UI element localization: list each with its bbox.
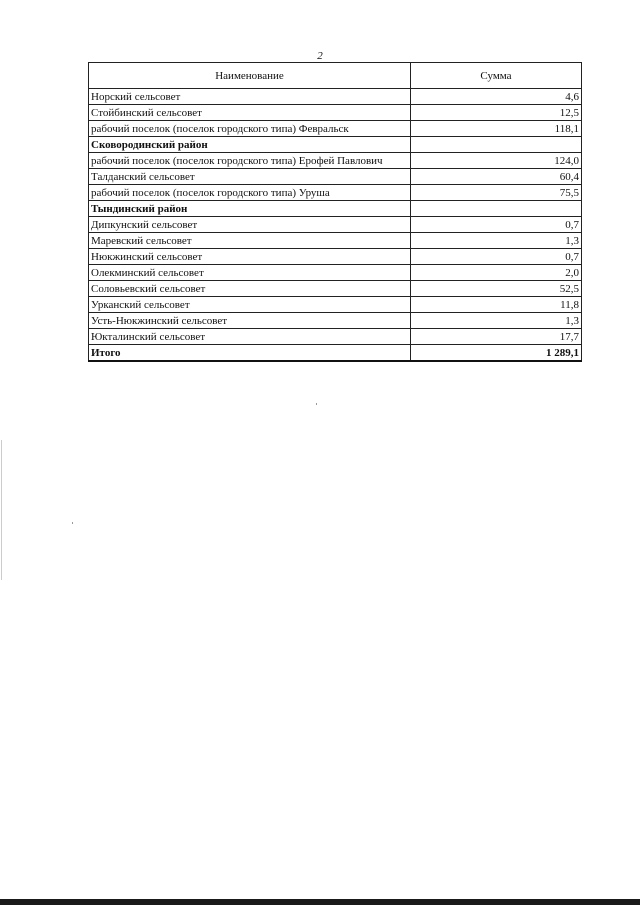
scan-speck	[1, 440, 2, 580]
table-row	[89, 105, 582, 121]
row-sum: 0,7	[411, 217, 582, 233]
row-name: Маревский сельсовет	[89, 233, 411, 249]
table-row	[89, 281, 582, 297]
table-row	[89, 297, 582, 313]
row-sum: 4,6	[411, 89, 582, 105]
row-sum	[411, 137, 582, 153]
table-row	[89, 89, 582, 105]
row-name: Олекминский сельсовет	[89, 265, 411, 281]
row-name: Урканский сельсовет	[89, 297, 411, 313]
column-header-name: Наименование	[89, 63, 411, 89]
total-sum: 1 289,1	[411, 345, 582, 362]
total-label: Итого	[89, 345, 411, 362]
row-sum: 2,0	[411, 265, 582, 281]
row-sum: 0,7	[411, 249, 582, 265]
row-sum: 1,3	[411, 233, 582, 249]
row-sum: 17,7	[411, 329, 582, 345]
row-name: рабочий поселок (поселок городского типа) Февральск	[89, 121, 411, 137]
table-row	[89, 153, 582, 169]
row-sum: 12,5	[411, 105, 582, 121]
table-row	[89, 185, 582, 201]
row-sum: 1,3	[411, 313, 582, 329]
row-name: Соловьевский сельсовет	[89, 281, 411, 297]
table-row	[89, 249, 582, 265]
row-sum: 60,4	[411, 169, 582, 185]
scan-speck	[72, 522, 73, 524]
district-heading-row	[89, 137, 582, 153]
table-row	[89, 329, 582, 345]
row-name: Юкталинский сельсовет	[89, 329, 411, 345]
row-sum: 118,1	[411, 121, 582, 137]
row-name: Норский сельсовет	[89, 89, 411, 105]
table-row	[89, 313, 582, 329]
total-row	[89, 345, 582, 362]
table-body	[89, 89, 582, 362]
page-number: 2	[317, 50, 323, 62]
row-name: Нюкжинский сельсовет	[89, 249, 411, 265]
district-name: Тындинский район	[89, 201, 411, 217]
scan-speck	[316, 403, 317, 405]
row-sum: 75,5	[411, 185, 582, 201]
scan-edge-bar	[0, 899, 640, 905]
row-name: Усть-Нюкжинский сельсовет	[89, 313, 411, 329]
row-name: рабочий поселок (поселок городского типа) Ерофей Павлович	[89, 153, 411, 169]
table-row	[89, 233, 582, 249]
table-row	[89, 169, 582, 185]
district-name: Сковородинский район	[89, 137, 411, 153]
row-name: Дипкунский сельсовет	[89, 217, 411, 233]
table-row	[89, 265, 582, 281]
table-header	[89, 63, 582, 89]
district-heading-row	[89, 201, 582, 217]
row-sum: 11,8	[411, 297, 582, 313]
row-sum: 124,0	[411, 153, 582, 169]
table-row	[89, 217, 582, 233]
row-name: рабочий поселок (поселок городского типа) Уруша	[89, 185, 411, 201]
table-row	[89, 121, 582, 137]
row-name: Талданский сельсовет	[89, 169, 411, 185]
allocation-table	[88, 62, 582, 362]
row-sum	[411, 201, 582, 217]
row-sum: 52,5	[411, 281, 582, 297]
column-header-sum: Сумма	[411, 63, 582, 89]
row-name: Стойбинский сельсовет	[89, 105, 411, 121]
header-row	[89, 63, 582, 89]
